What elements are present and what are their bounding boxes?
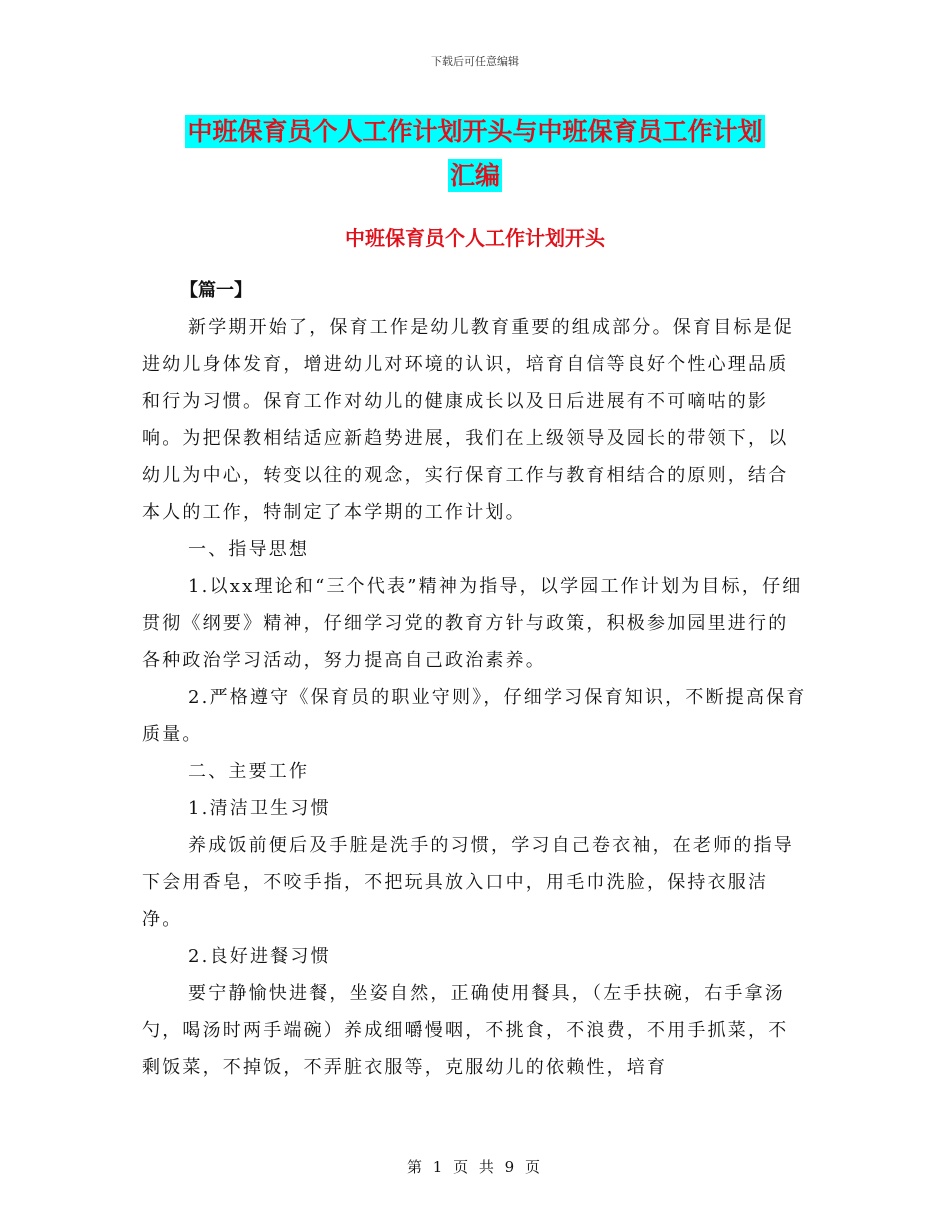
document-title-line-1	[0, 112, 950, 148]
document-title-line-2	[0, 156, 950, 192]
paragraph-intro: 新学期开始了，保育工作是幼儿教育重要的组成部分。保育目标是促进幼儿身体发育，增进幼儿对环境的认识，培育自信等良好个性心理品质和行为习惯。保育工作对幼儿的健康成长以及日后进展有不可嘀咕的影响。为把保教相结适应新趋势进展，我们在上级领导及园长的带领下，以幼儿为中心，转变以往的观念，实行保育工作与教育相结合的原则，结合本人的工作，特制定了本学期的工作计划。	[142, 317, 794, 523]
body-text	[142, 309, 808, 1086]
heading-main-work: 二、主要工作	[188, 761, 310, 782]
section-subtitle: 中班保育员个人工作计划开头	[345, 226, 605, 250]
page-footer: 第 1 页 共 9 页	[407, 1158, 543, 1176]
title-line-2-text: 汇编	[449, 161, 500, 190]
paragraph-hygiene: 养成饭前便后及手脏是洗手的习惯，学习自己卷衣袖，在老师的指导下会用香皂，不咬手指，不把玩具放入口中，用毛巾洗脸，保持衣服洁净。	[142, 835, 794, 930]
paragraph-guideline-1: 1.以xx理论和“三个代表”精神为指导，以学园工作计划为目标，仔细贯彻《纲要》精神，仔细学习党的教育方针与政策，积极参加园里进行的各种政治学习活动，努力提高自己政治素养。	[142, 576, 803, 671]
heading-guiding-thought: 一、指导思想	[188, 539, 310, 560]
title-line-1-text: 中班保育员个人工作计划开头与中班保育员工作计划	[187, 117, 763, 146]
paragraph-guideline-2: 2.严格遵守《保育员的职业守则》，仔细学习保育知识，不断提高保育质量。	[142, 687, 807, 745]
heading-eating-habits: 2.良好进餐习惯	[188, 946, 331, 967]
header-note: 下载后可任意编辑	[431, 55, 519, 68]
section-tag: 【篇一】	[180, 280, 252, 301]
paragraph-eating: 要宁静愉快进餐，坐姿自然，正确使用餐具，（左手扶碗，右手拿汤勺，喝汤时两手端碗）养成细嚼慢咽，不挑食，不浪费，不用手抓菜，不剩饭菜，不掉饭，不弄脏衣服等，克服幼儿的依赖性，培育	[142, 983, 789, 1078]
heading-hygiene-habits: 1.清洁卫生习惯	[188, 798, 331, 819]
